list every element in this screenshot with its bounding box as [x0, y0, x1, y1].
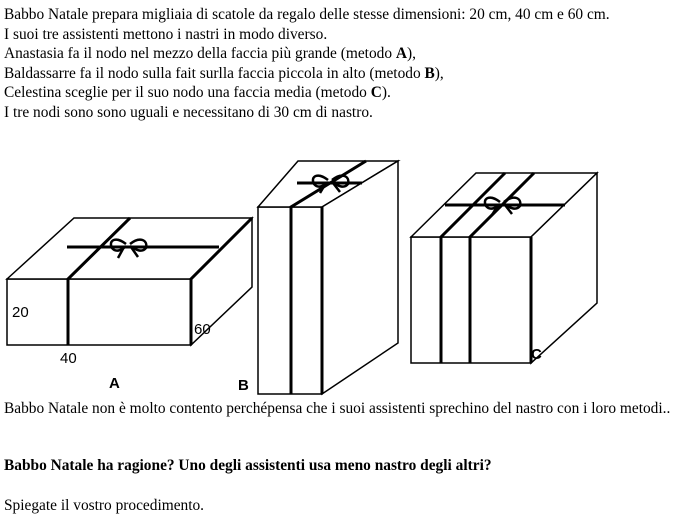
- method-c-letter: C: [370, 84, 382, 102]
- dim-height-label: 20: [12, 304, 29, 321]
- intro-line-6: I tre nodi sono sono uguali e necessitano di 30 cm di nastro.: [4, 103, 373, 121]
- intro-line-4-text: Baldassarre fa il nodo sulla fait surlla faccia piccola in alto (metodo: [4, 64, 425, 82]
- intro-line-4-end: ),: [434, 64, 444, 82]
- intro-line-3: [4, 44, 688, 64]
- problem-intro: [4, 5, 688, 123]
- box-b-label: B: [238, 377, 249, 394]
- gift-boxes-figure: [0, 150, 692, 398]
- box-a-front: [7, 279, 191, 345]
- intro-line-5-end: ).: [381, 84, 391, 102]
- intro-line-2: I suoi tre assistenti mettono i nastri in modo diverso.: [4, 25, 328, 43]
- box-a-label: A: [109, 375, 120, 392]
- instruction-paragraph: Spiegate il vostro procedimento.: [4, 497, 205, 514]
- intro-line-1: Babbo Natale prepara migliaia di scatole da regalo delle stesse dimensioni: 20 cm, 40 cm e 60 cm.: [4, 6, 610, 23]
- box-a: [7, 218, 252, 345]
- intro-line-5: [4, 83, 688, 103]
- intro-line-5-text: Celestina sceglie per il suo nodo una faccia media (metodo: [4, 84, 371, 102]
- intro-line-4: [4, 64, 688, 84]
- method-a-letter: A: [395, 45, 407, 63]
- box-c-label: C: [531, 346, 542, 363]
- box-b: [258, 161, 398, 394]
- dim-width-label: 40: [60, 350, 77, 367]
- observation-paragraph: Babbo Natale non è molto contento perchépensa che i suoi assistenti sprechino del nastro con i loro metodi..: [4, 400, 671, 417]
- dim-length-label: 60: [194, 321, 211, 338]
- intro-line-3-text: Anastasia fa il nodo nel mezzo della faccia più grande (metodo: [4, 45, 396, 63]
- intro-line-3-end: ),: [407, 45, 416, 63]
- question-paragraph: Babbo Natale ha ragione? Uno degli assistenti usa meno nastro degli altri?: [4, 457, 492, 474]
- method-b-letter: B: [424, 64, 435, 82]
- box-c: [411, 173, 597, 363]
